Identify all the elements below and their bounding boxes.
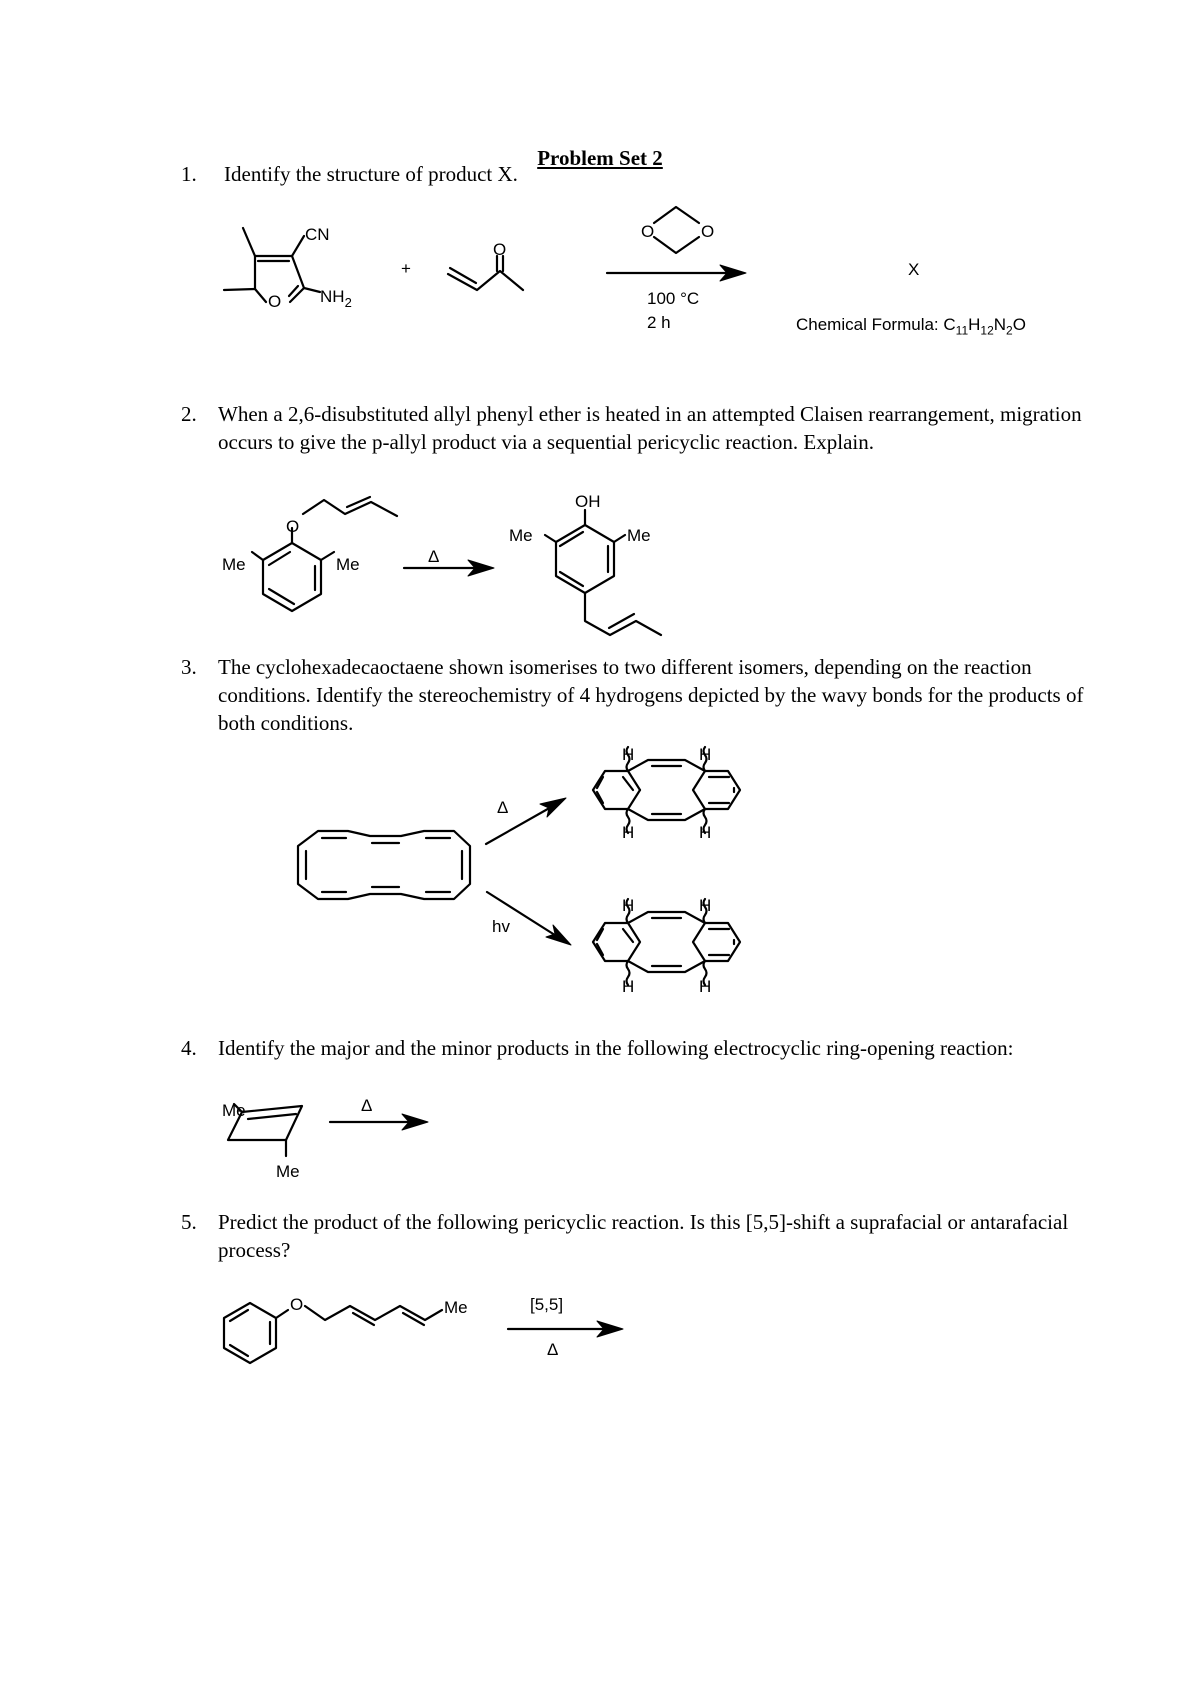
amine-n-label: NH [320,287,345,306]
amine-sub-label: 2 [344,295,352,310]
scheme-4 [222,1096,428,1181]
formula-n: N [993,315,1007,334]
question-number: 4. [181,1036,197,1060]
allyl-phenyl-ether-structure [222,497,397,611]
dioxane-oxygen-right: O [701,222,715,241]
photochemical-product-structure [593,896,740,996]
heat-label: Δ [361,1096,373,1115]
question-number: 5. [181,1210,197,1234]
plus-sign: + [401,259,411,278]
dioxane-oxygen-left: O [641,222,655,241]
page-title: Problem Set 2 [537,146,663,170]
aminofuran-structure [224,225,352,311]
methyl-label: Me [444,1298,468,1317]
question-number: 3. [181,655,197,679]
hydrogen-label: H [622,977,635,996]
formula-h-count: 12 [980,323,994,338]
methyl-top-label: Me [222,1101,246,1120]
scheme-2 [222,492,661,635]
question-text: The cyclohexadecaoctaene shown isomerises to two different isomers, depending on the reaction conditions. Identify the stereochemistry of 4 hydrogens depicted by the wavy bonds for the products of both conditions. [218,655,1084,735]
formula-n-count: 2 [1006,323,1013,338]
hydrogen-label: H [699,745,712,764]
furan-oxygen-label: O [268,292,282,311]
aryl-pentadienyl-ether-structure [224,1295,468,1363]
ether-oxygen-label: O [290,1295,304,1314]
thermal-arrow-head [540,798,566,817]
hydrogen-label: H [622,823,635,842]
question-text: Predict the product of the following pericyclic reaction. Is this [5,5]-shift a suprafacial or antarafacial process? [218,1210,1069,1262]
temperature-label: 100 °C [647,289,700,308]
question-text: Identify the major and the minor products in the following electrocyclic ring-opening reaction: [218,1036,1014,1060]
para-allyl-phenol-structure [509,492,661,635]
ketone-oxygen-label: O [493,240,507,259]
scheme-3 [298,745,740,996]
hydrogen-label: H [699,823,712,842]
question-text: When a 2,6-disubstituted allyl phenyl ether is heated in an attempted Claisen rearrangement, migration occurs to give the p-allyl product via a sequential pericyclic reaction. Explain. [218,402,1082,454]
scheme-1 [224,207,919,332]
photochemical-label: hv [492,917,510,936]
hydrogen-label: H [622,896,635,915]
scheme-5 [224,1295,623,1363]
cyano-label: CN [305,225,330,244]
thermal-label: Δ [497,798,509,817]
heat-label: Δ [547,1340,559,1359]
question-number: 1. [181,162,197,186]
heat-label: Δ [428,547,440,566]
methyl-left-label: Me [222,555,246,574]
formula-h: H [968,315,981,334]
formula-prefix: Chemical Formula: C [796,315,956,334]
methyl-vinyl-ketone-structure [448,240,523,290]
methyl-bottom-label: Me [276,1162,300,1181]
photo-arrow-head [546,925,571,945]
hydroxyl-label: OH [575,492,601,511]
time-label: 2 h [647,313,671,332]
shift-label: [5,5] [530,1295,564,1314]
formula-c-count: 11 [955,323,969,338]
ether-oxygen-label: O [286,517,300,536]
hydrogen-label: H [699,977,712,996]
methyl-left-product-label: Me [509,526,533,545]
dioxane-structure [641,207,714,253]
cyclobutene-structure [222,1101,302,1181]
methyl-right-product-label: Me [627,526,651,545]
methyl-right-label: Me [336,555,360,574]
cyclohexadecaoctaene-structure [298,831,470,899]
hydrogen-label: H [622,745,635,764]
question-number: 2. [181,402,197,426]
thermal-product-structure [593,745,740,842]
product-x-label: X [908,260,920,279]
amine-label [320,287,352,310]
question-text: Identify the structure of product X. [224,162,518,186]
hydrogen-label: H [699,896,712,915]
formula-o: O [1012,315,1026,334]
